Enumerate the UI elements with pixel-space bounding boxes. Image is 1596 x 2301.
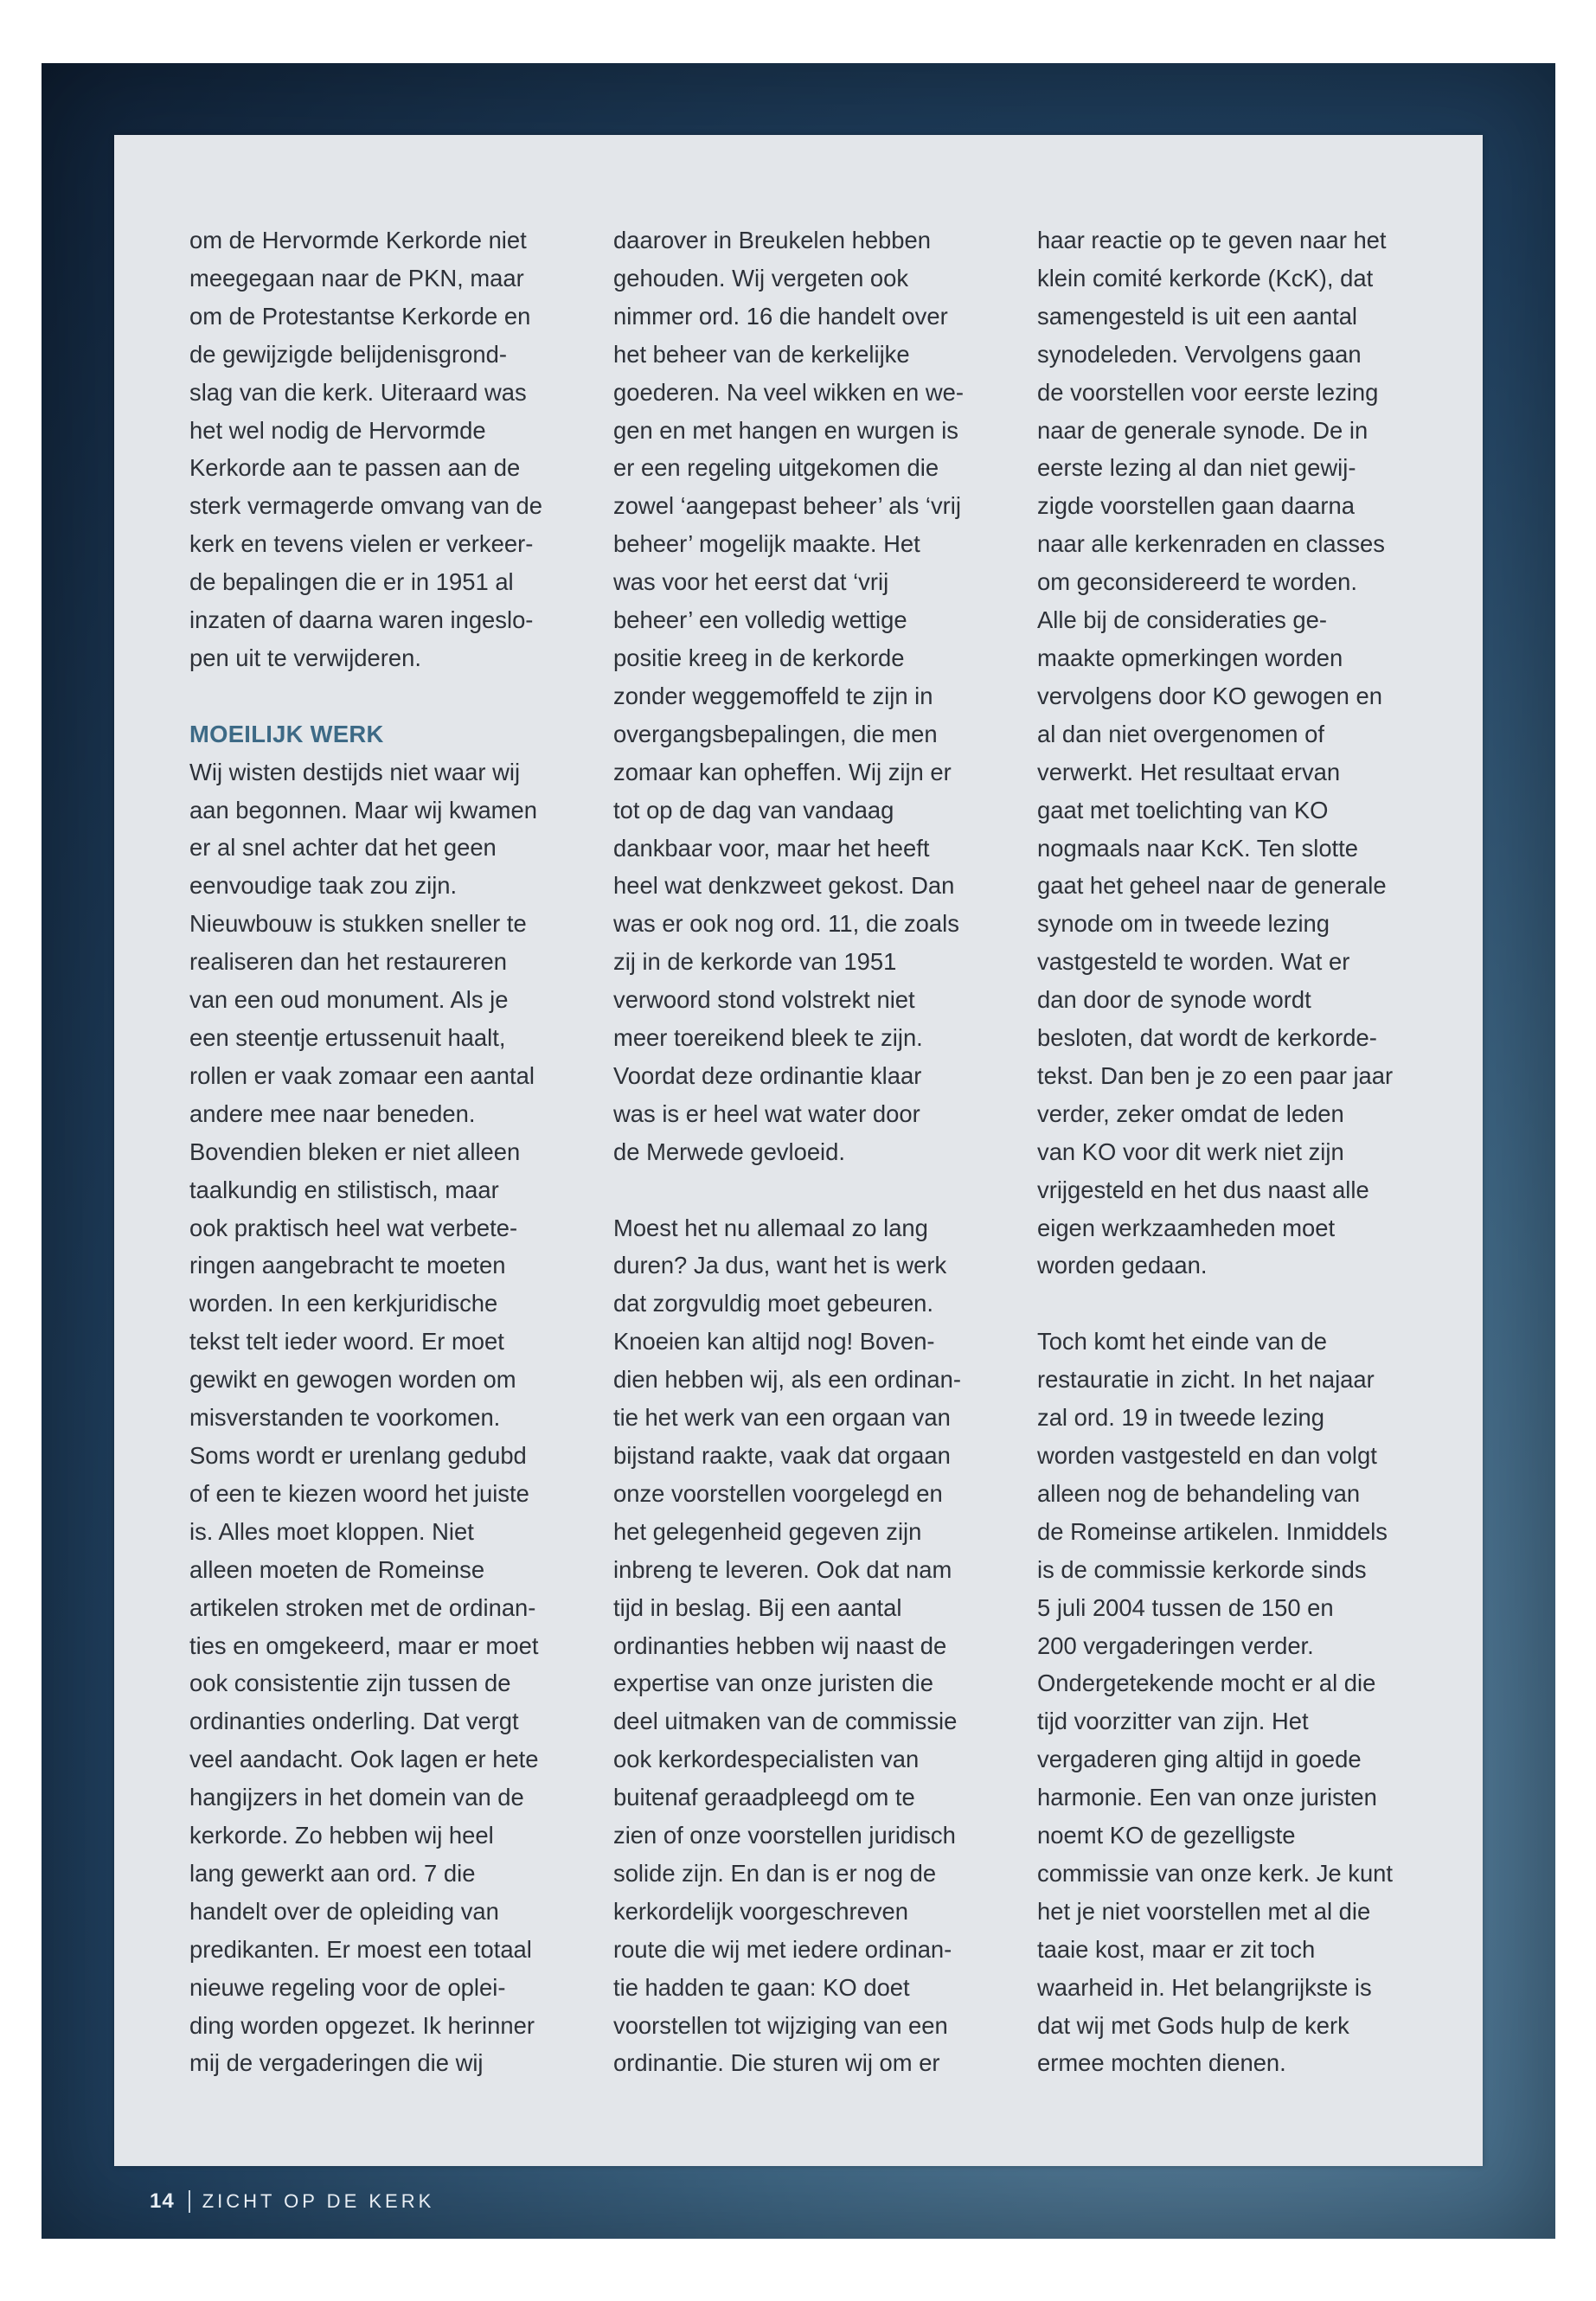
text-column-1 [189,221,570,2082]
page-footer [150,2184,434,2219]
paragraph: om de Hervormde Kerkorde niet meegegaan naar de PKN, maar om de Protestantse Kerkorde en de gewijzigde belijdenisgrond- slag van die kerk. Uiteraard was het wel nodig de Hervormde Kerkorde aan te passen aan de sterk vermagerde omvang van de kerk en tevens vielen er verkeer- de bepalingen die er in 1951 al inzaten of daarna waren ingeslo- pen uit te verwijderen. [189,227,543,671]
page-number: 14 [150,2189,175,2213]
paragraph: Toch komt het einde van de restauratie in zicht. In het najaar zal ord. 19 in tweede lezing worden vastgesteld en dan volgt alleen nog de behandeling van de Romeinse artikelen. Inmiddels is de commissie kerkorde sinds 5 juli 2004 tussen de 150 en 200 vergaderingen verder. Ondergetekende mocht er al die tijd voorzitter van zijn. Het vergaderen ging altijd in goede harmonie. Een van onze juristen noemt KO de gezelligste commissie van onze kerk. Je kunt het je niet voorstellen met al die taaie kost, maar er zit toch waarheid in. Het belangrijkste is dat wij met Gods hulp de kerk ermee mochten dienen. [1037,1328,1394,2077]
paragraph: haar reactie op te geven naar het klein comité kerkorde (KcK), dat samengesteld is uit een aantal synodeleden. Vervolgens gaan de voorstellen voor eerste lezing naar de generale synode. De in eerste lezing al dan niet gewij- zigde voorstellen gaan daarna naar alle kerkenraden en classes om geconsidereerd te worden. Alle bij de consideraties ge- maakte opmerkingen worden vervolgens door KO gewogen en al dan niet overgenomen of verwerkt. Het resultaat ervan gaat met toelichting van KO nogmaals naar KcK. Ten slotte gaat het geheel naar de generale synode om in tweede lezing vastgesteld te worden. Wat er dan door de synode wordt besloten, dat wordt de kerkorde- tekst. Dan ben je zo een paar jaar verder, zeker omdat de leden van KO voor dit werk niet zijn vrijgesteld en het dus naast alle eigen werkzaamheden moet worden gedaan. [1037,227,1394,1279]
paragraph: daarover in Breukelen hebben gehouden. Wij vergeten ook nimmer ord. 16 die handelt over het beheer van de kerkelijke goederen. Na veel wikken en we- gen en met hangen en wurgen is er een regeling uitgekomen die zowel ‘aangepast beheer’ als ‘vrij beheer’ mogelijk maakte. Het was voor het eerst dat ‘vrij beheer’ een volledig wettige positie kreeg in de kerkorde zonder weggemoffeld te zijn in overgangsbepalingen, die men zomaar kan opheffen. Wij zijn er tot op de dag van vandaag dankbaar voor, maar het heeft heel wat denkzweet gekost. Dan was er ook nog ord. 11, die zoals zij in de kerkorde van 1951 verwoord stond volstrekt niet meer toereikend bleek te zijn. Voordat deze ordinantie klaar was is er heel wat water door de Merwede gevloeid. [613,227,965,1165]
text-column-2 [613,221,994,2082]
paragraph: Moest het nu allemaal zo lang duren? Ja dus, want het is werk dat zorgvuldig moet gebeuren. Knoeien kan altijd nog! Boven- dien hebben wij, als een ordinan- tie het werk van een orgaan van bijstand raakte, vaak dat orgaan onze voorstellen voorgelegd en het gelegenheid gegeven zijn inbreng te leveren. Ook dat nam tijd in beslag. Bij een aantal ordinanties hebben wij naast de expertise van onze juristen die deel uitmaken van de commissie ook kerkordespecialisten van buitenaf geraadpleegd om te zien of onze voorstellen juridisch solide zijn. En dan is er nog de kerkordelijk voorgeschreven route die wij met iedere ordinan- tie hadden te gaan: KO doet voorstellen tot wijziging van een ordinantie. Die sturen wij om er [613,1214,962,2077]
text-column-3 [1037,221,1418,2082]
publication-title: ZICHT OP DE KERK [202,2190,435,2212]
section-heading: MOEILIJK WERK [189,720,384,747]
paragraph: Wij wisten destijds niet waar wij aan begonnen. Maar wij kwamen er al snel achter dat het geen eenvoudige taak zou zijn. Nieuwbouw is stukken sneller te realiseren dan het restaureren van een oud monument. Als je een steentje ertussenuit haalt, rollen er vaak zomaar een aantal andere mee naar beneden. Bovendien bleken er niet alleen taalkundig en stilistisch, maar ook praktisch heel wat verbete- ringen aangebracht te moeten worden. In een kerkjuridische tekst telt ieder woord. Er moet gewikt en gewogen worden om misverstanden te voorkomen. Soms wordt er urenlang gedubd of een te kiezen woord het juiste is. Alles moet kloppen. Niet alleen moeten de Romeinse artikelen stroken met de ordinan- ties en omgekeerd, maar er moet ook consistentie zijn tussen de ordinanties onderling. Dat vergt veel aandacht. Ook lagen er hete hangijzers in het domein van de kerkorde. Zo hebben wij heel lang gewerkt aan ord. 7 die handelt over de opleiding van predikanten. Er moest een totaal nieuwe regeling voor de oplei- ding worden opgezet. Ik herinner mij de vergaderingen die wij [189,758,539,2077]
footer-divider [189,2190,190,2213]
